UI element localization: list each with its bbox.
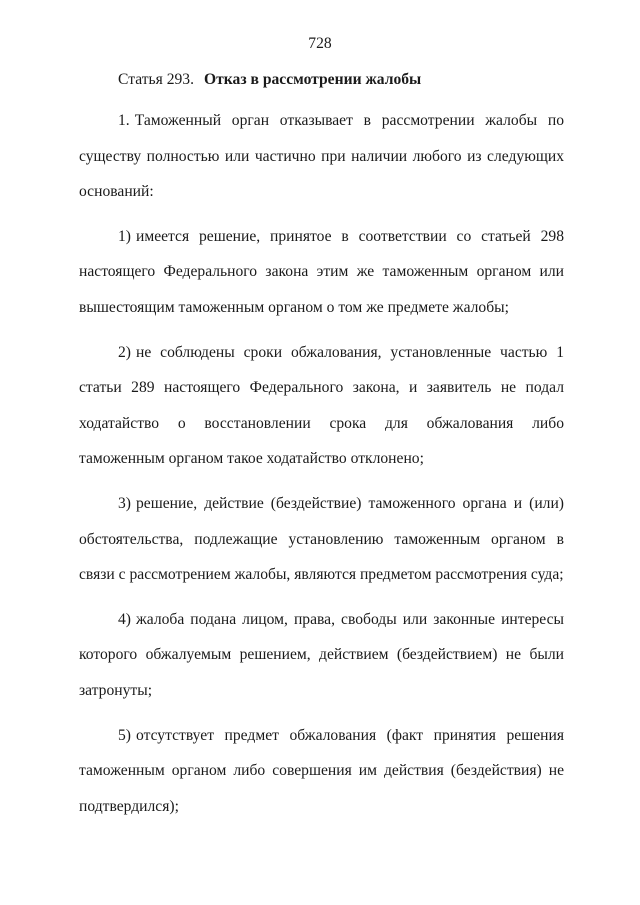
article-label: Статья 293. [118,71,195,88]
subparagraph-number: 3) [118,494,131,512]
article-title: Отказ в рассмотрении жалобы [204,71,422,88]
page-number: 728 [308,35,332,52]
subparagraph-text: решение, действие (бездействие) таможенного органа и (или) обстоятельства, подлежащие установлению таможенным органом в связи с рассмотрением жалобы, являются предметом рассмотрения суда; [79,494,564,584]
subparagraph-2 [79,335,564,477]
paragraph-1 [79,103,564,210]
subparagraph-text: имеется решение, принятое в соответствии со статьей 298 настоящего Федерального закона этим же таможенным органом или вышестоящим таможенным органом о том же предмете жалобы; [79,227,564,316]
paragraph-text: Таможенный орган отказывает в рассмотрении жалобы по существу полностью или частично при наличии любого из следующих оснований: [79,112,564,201]
subparagraph-5 [79,718,564,825]
subparagraph-4 [79,602,564,709]
article-heading [118,70,568,90]
article-body [79,103,564,833]
subparagraph-number: 1) [118,227,131,245]
subparagraph-text: не соблюдены сроки обжалования, установленные частью 1 статьи 289 настоящего Федерального закона, и заявитель не подал ходатайство о восстановлении срока для обжалования либо таможенным органом такое ходатайство отклонено; [79,343,564,468]
subparagraph-number: 4) [118,610,131,628]
subparagraph-text: отсутствует предмет обжалования (факт принятия решения таможенным органом либо совершения им действия (бездействия) не подтвердился); [79,726,564,815]
subparagraph-1 [79,219,564,326]
subparagraph-text: жалоба подана лицом, права, свободы или законные интересы которого обжалуемым решением, действием (бездействием) не были затронуты; [79,610,564,699]
subparagraph-number: 2) [118,343,131,361]
paragraph-number: 1. [118,112,130,129]
subparagraph-3 [79,486,564,593]
subparagraph-number: 5) [118,726,131,744]
